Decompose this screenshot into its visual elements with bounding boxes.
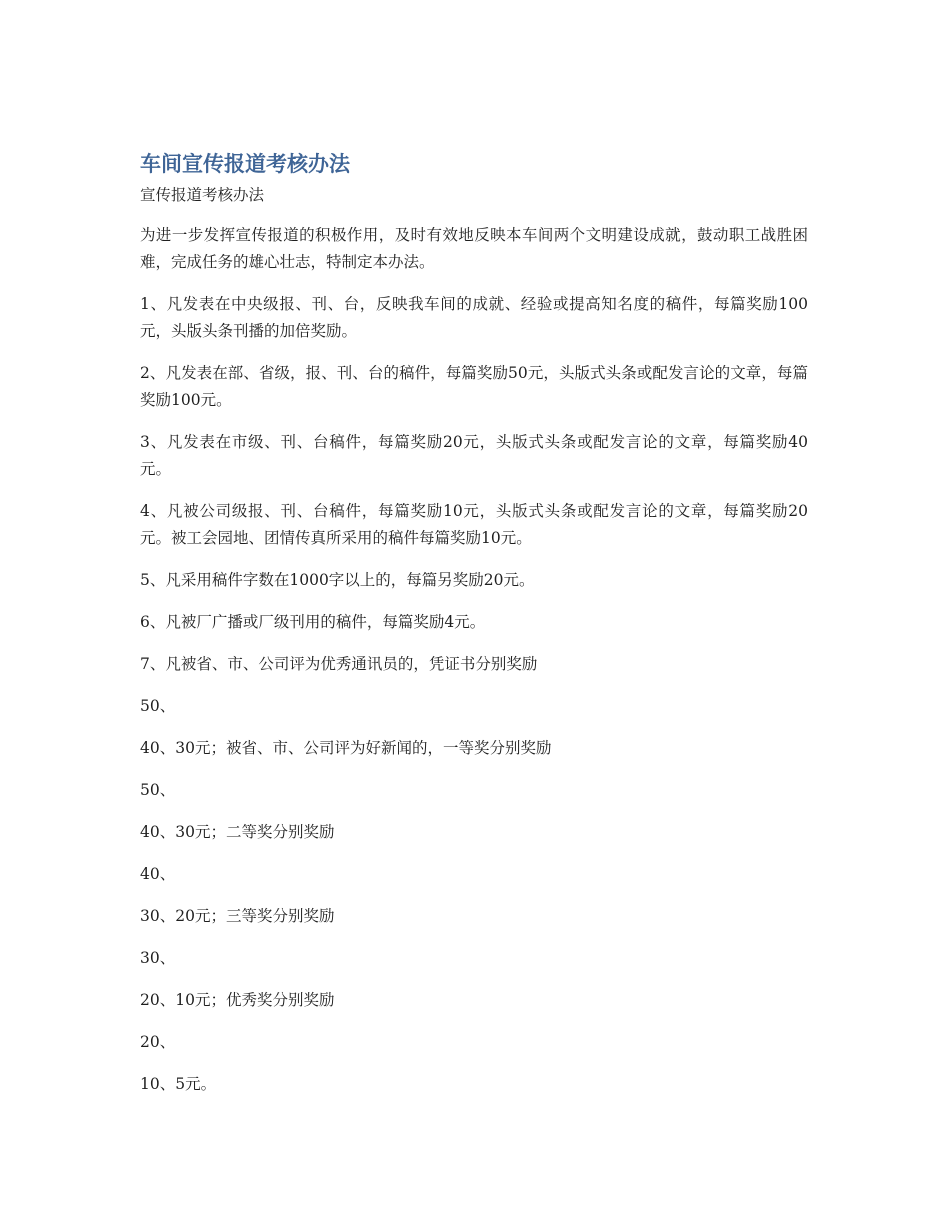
paragraph: 20、10元；优秀奖分别奖励 [140, 991, 335, 1009]
paragraph: 40、 [140, 865, 176, 883]
paragraph: 为进一步发挥宣传报道的积极作用，及时有效地反映本车间两个文明建设成就，鼓动职工战胜困难，完成任务的雄心壮志，特制定本办法。 [140, 226, 808, 271]
paragraph: 30、 [140, 949, 176, 967]
paragraph: 2、凡发表在部、省级，报、刊、台的稿件，每篇奖励50元，头版式头条或配发言论的文章，每篇奖励100元。 [140, 364, 808, 409]
paragraph: 50、 [140, 697, 176, 715]
paragraph: 7、凡被省、市、公司评为优秀通讯员的，凭证书分别奖励 [140, 655, 538, 673]
paragraph: 30、20元；三等奖分别奖励 [140, 907, 335, 925]
paragraph: 6、凡被厂广播或厂级刊用的稿件，每篇奖励4元。 [140, 613, 486, 631]
paragraph: 40、30元；被省、市、公司评为好新闻的，一等奖分别奖励 [140, 739, 552, 757]
paragraph: 20、 [140, 1033, 176, 1051]
paragraph: 10、5元。 [140, 1075, 217, 1093]
paragraph: 5、凡采用稿件字数在1000字以上的，每篇另奖励20元。 [140, 571, 535, 589]
document-body [140, 150, 808, 1113]
paragraph: 3、凡发表在市级、刊、台稿件，每篇奖励20元，头版式头条或配发言论的文章，每篇奖励40元。 [140, 433, 808, 478]
paragraph: 1、凡发表在中央级报、刊、台，反映我车间的成就、经验或提高知名度的稿件，每篇奖励100元，头版头条刊播的加倍奖励。 [140, 295, 808, 340]
document-subtitle: 宣传报道考核办法 [140, 186, 265, 204]
paragraph: 40、30元；二等奖分别奖励 [140, 823, 335, 841]
document-title: 车间宣传报道考核办法 [140, 152, 350, 176]
paragraph-list [140, 222, 808, 1098]
paragraph: 4、凡被公司级报、刊、台稿件，每篇奖励10元，头版式头条或配发言论的文章，每篇奖励20元。被工会园地、团情传真所采用的稿件每篇奖励10元。 [140, 502, 808, 547]
paragraph: 50、 [140, 781, 176, 799]
